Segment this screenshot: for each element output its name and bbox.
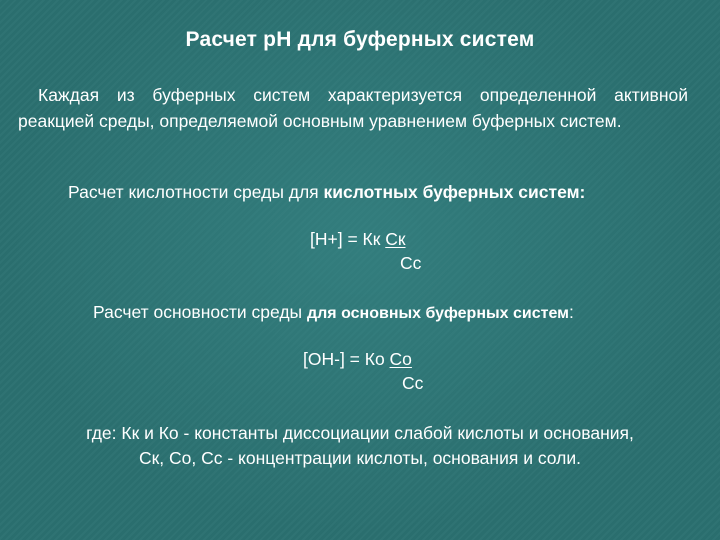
- base-heading-tail: :: [568, 302, 574, 322]
- base-formula: [303, 349, 412, 370]
- acid-formula: [310, 229, 406, 250]
- intro-paragraph: Каждая из буферных систем характеризуется определенной активной реакцией среды, определяемой основным уравнением буферных систем.: [18, 85, 688, 131]
- legend-line-1: где: Кк и Ко - константы диссоциации слабой кислоты и основания,: [86, 423, 634, 443]
- base-heading-bold: для основных буферных систем: [306, 305, 569, 322]
- acid-formula-numerator: Ск: [385, 229, 406, 249]
- acid-heading-bold: кислотных буферных систем:: [323, 182, 586, 202]
- base-formula-denominator: Сс: [402, 373, 424, 393]
- acid-heading-text: Расчет кислотности среды для: [68, 182, 324, 202]
- base-heading-text: Расчет основности среды: [93, 302, 307, 322]
- base-heading: [93, 302, 574, 323]
- base-formula-left: [ОН-] = Ко: [303, 349, 390, 369]
- acid-formula-left: [H+] = Кк: [310, 229, 386, 249]
- acid-heading: [68, 182, 585, 203]
- base-formula-numerator: Со: [389, 349, 412, 369]
- legend-line-2: Ск, Со, Сс - концентрации кислоты, основания и соли.: [139, 448, 581, 468]
- slide-title: Расчет рН для буферных систем: [185, 28, 535, 51]
- acid-formula-denominator: Сс: [400, 253, 422, 273]
